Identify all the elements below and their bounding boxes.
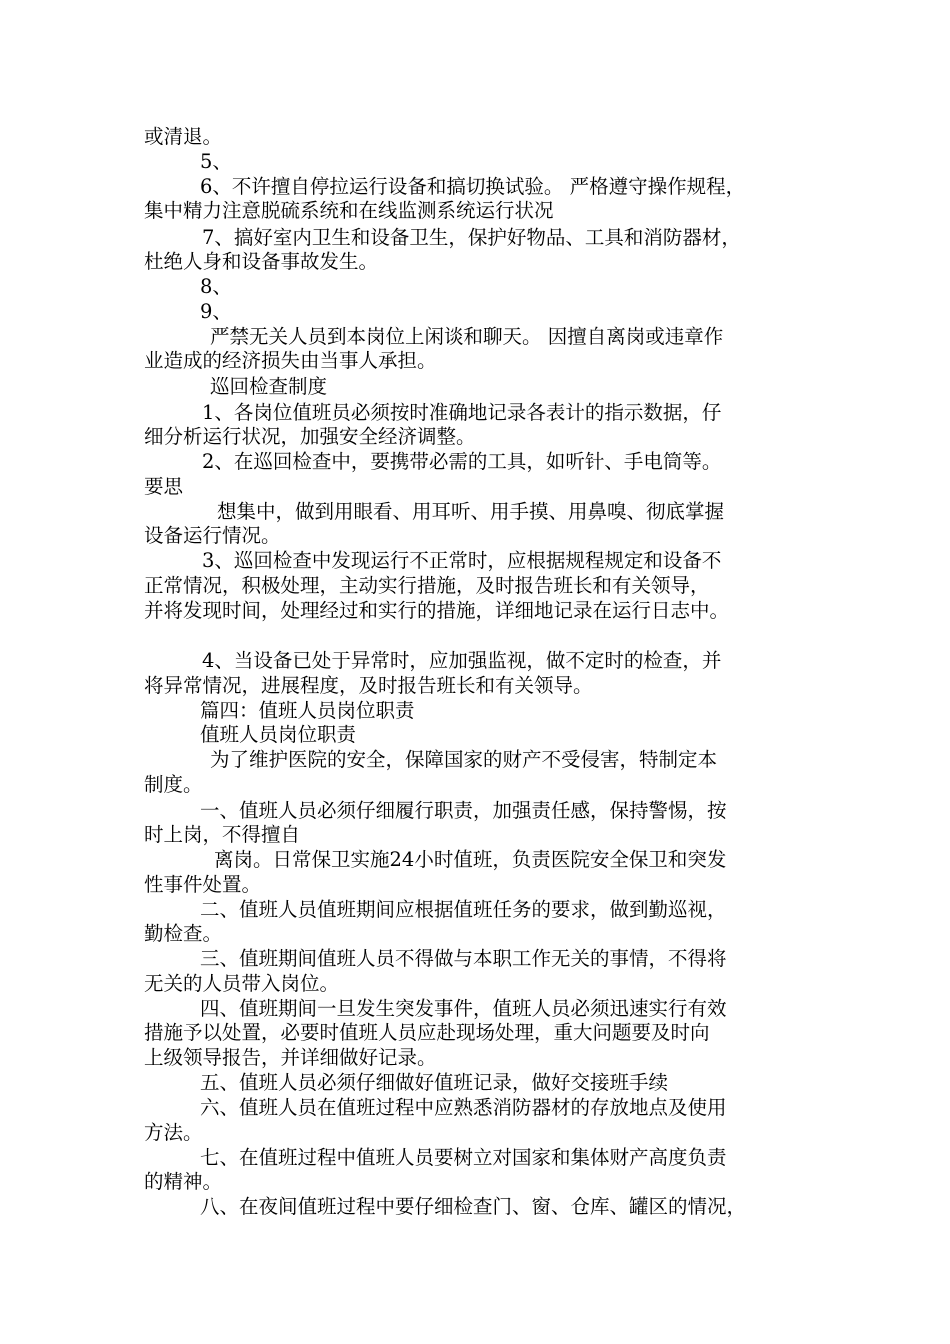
text-line: 无关的人员带入岗位。 [144,972,340,995]
text-line: 9、 [200,300,232,323]
text-line: 二、值班人员值班期间应根据值班任务的要求，做到勤巡视， [200,898,727,921]
section-heading: 篇四：值班人员岗位职责 [200,699,415,722]
text-line: 方法。 [144,1121,203,1144]
section-heading: 巡回检查制度 [210,375,328,398]
text-line: 5、 [200,150,232,173]
text-line: 八、在夜间值班过程中要仔细检查门、窗、仓库、罐区的情况， [200,1195,747,1218]
text-line: 7、搞好室内卫生和设备卫生，保护好物品、工具和消防器材， [202,226,741,249]
section-heading: 值班人员岗位职责 [200,723,357,746]
text-line: 三、值班期间值班人员不得做与本职工作无关的事情，不得将 [200,947,727,970]
text-line: 或清退。 [144,125,223,148]
text-line: 制度。 [144,773,203,796]
text-line: 将异常情况，进展程度，及时报告班长和有关领导。 [144,674,593,697]
text-line: 想集中，做到用眼看、用耳听、用手摸、用鼻嗅、彻底掌握 [217,500,725,523]
text-line: 3、巡回检查中发现运行不正常时，应根据规程规定和设备不 [202,549,722,572]
text-line: 为了维护医院的安全，保障国家的财产不受侵害，特制定本 [210,748,718,771]
text-line: 性事件处置。 [144,873,262,896]
text-line: 1、各岗位值班员必须按时准确地记录各表计的指示数据，仔 [202,401,722,424]
text-line: 细分析运行状况，加强安全经济调整。 [144,425,476,448]
text-line: 五、值班人员必须仔细做好值班记录，做好交接班手续 [200,1071,669,1094]
text-line: 业造成的经济损失由当事人承担。 [144,349,437,372]
text-line: 的精神。 [144,1170,223,1193]
text-line: 设备运行情况。 [144,524,281,547]
text-line: 四、值班期间一旦发生突发事件，值班人员必须迅速实行有效 [200,997,727,1020]
text-line: 杜绝人身和设备事故发生。 [144,250,379,273]
text-line: 一、值班人员必须仔细履行职责，加强责任感，保持警惕，按 [200,799,727,822]
text-line: 正常情况，积极处理，主动实行措施，及时报告班长和有关领导， [144,574,710,597]
text-line: 严禁无关人员到本岗位上闲谈和聊天。 因擅自离岗或违章作 [210,325,724,348]
text-line: 措施予以处置，必要时值班人员应赴现场处理，重大问题要及时向 [144,1021,710,1044]
text-line: 4、当设备已处于异常时，应加强监视，做不定时的检查，并 [202,649,722,672]
text-line: 集中精力注意脱硫系统和在线监测系统运行状况 [144,199,554,222]
text-line: 并将发现时间，处理经过和实行的措施，详细地记录在运行日志中。 [144,599,730,622]
text-line: 8、 [200,275,232,298]
text-line: 6、不许擅自停拉运行设备和搞切换试验。 严格遵守操作规程， [200,175,746,198]
text-line: 时上岗，不得擅自 [144,823,301,846]
text-line: 要思 [144,475,184,498]
text-line: 2、在巡回检查中，要携带必需的工具，如听针、手电筒等。 [202,450,722,473]
text-line: 六、值班人员在值班过程中应熟悉消防器材的存放地点及使用 [200,1096,727,1119]
text-line: 七、在值班过程中值班人员要树立对国家和集体财产高度负责 [200,1146,727,1169]
text-line: 离岗。日常保卫实施24小时值班，负责医院安全保卫和突发 [214,848,727,871]
text-line: 上级领导报告，并详细做好记录。 [144,1046,437,1069]
text-line: 勤检查。 [144,922,223,945]
